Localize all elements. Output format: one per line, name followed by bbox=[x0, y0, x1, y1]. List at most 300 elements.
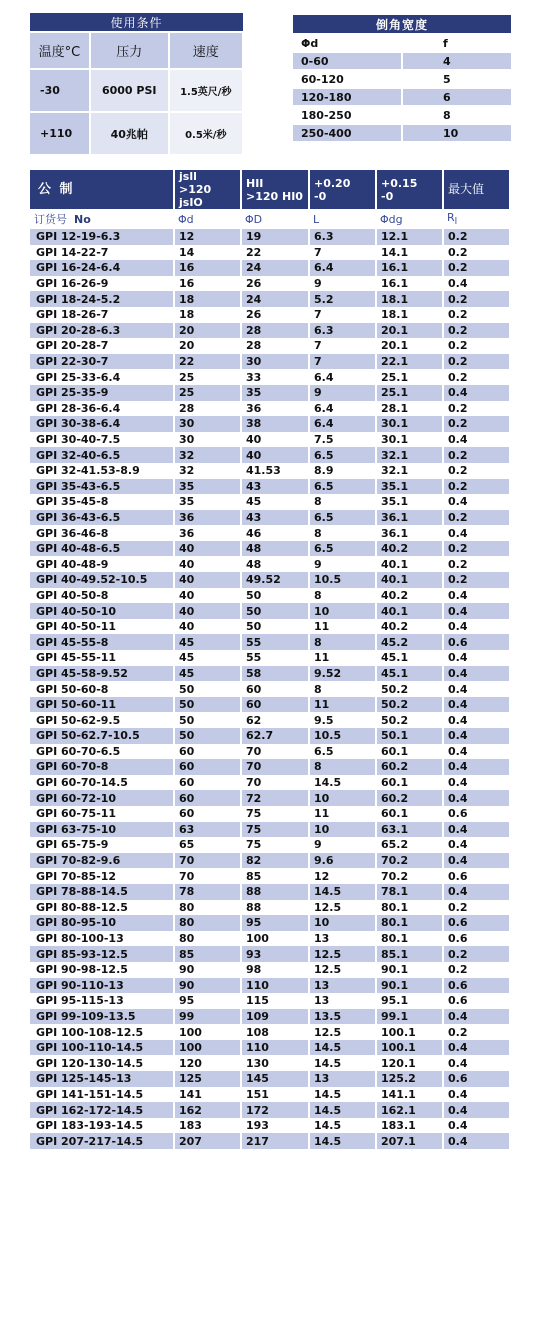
chamfer-f: 4 bbox=[402, 52, 511, 70]
radius-cell: 0.2 bbox=[443, 260, 510, 276]
length-cell: 6.5 bbox=[309, 744, 376, 760]
radius-cell: 0.6 bbox=[443, 634, 510, 650]
groove-diameter-cell: 18.1 bbox=[376, 291, 443, 307]
groove-diameter-cell: 95.1 bbox=[376, 993, 443, 1009]
inner-diameter-cell: 40 bbox=[174, 603, 241, 619]
outer-diameter-cell: 100 bbox=[241, 931, 309, 947]
table-row bbox=[30, 1071, 510, 1087]
inner-diameter-cell: 20 bbox=[174, 323, 241, 339]
outer-diameter-cell: 62.7 bbox=[241, 728, 309, 744]
chamfer-range: 0-60 bbox=[293, 52, 402, 70]
radius-cell: 0.2 bbox=[443, 572, 510, 588]
groove-diameter-cell: 183.1 bbox=[376, 1118, 443, 1134]
part-number-cell: GPI 60-72-10 bbox=[30, 790, 174, 806]
length-cell: 14.5 bbox=[309, 775, 376, 791]
radius-cell: 0.4 bbox=[443, 1087, 510, 1103]
groove-diameter-cell: 60.1 bbox=[376, 775, 443, 791]
part-number-cell: GPI 40-50-8 bbox=[30, 588, 174, 604]
radius-cell: 0.4 bbox=[443, 619, 510, 635]
outer-diameter-cell: 35 bbox=[241, 385, 309, 401]
radius-cell: 0.6 bbox=[443, 868, 510, 884]
table-row bbox=[30, 307, 510, 323]
part-number-cell: GPI 80-100-13 bbox=[30, 931, 174, 947]
groove-diameter-cell: 60.2 bbox=[376, 790, 443, 806]
radius-cell: 0.2 bbox=[443, 307, 510, 323]
groove-diameter-cell: 35.1 bbox=[376, 494, 443, 510]
part-number-cell: GPI 60-75-11 bbox=[30, 806, 174, 822]
length-cell: 7 bbox=[309, 245, 376, 261]
radius-cell: 0.4 bbox=[443, 1055, 510, 1071]
outer-diameter-header: ΦD bbox=[245, 212, 263, 226]
groove-diameter-cell: 45.1 bbox=[376, 666, 443, 682]
metric-header: 公 制 bbox=[30, 170, 174, 209]
part-number-cell: GPI 36-43-6.5 bbox=[30, 510, 174, 526]
chamfer-f: 10 bbox=[402, 124, 511, 141]
order-no-label: No bbox=[74, 213, 91, 226]
inner-diameter-cell: 90 bbox=[174, 962, 241, 978]
radius-cell: 0.4 bbox=[443, 1102, 510, 1118]
groove-diameter-cell: 45.2 bbox=[376, 634, 443, 650]
table-row bbox=[30, 541, 510, 557]
inner-diameter-cell: 36 bbox=[174, 525, 241, 541]
table-row bbox=[30, 759, 510, 775]
table-row bbox=[30, 1009, 510, 1025]
groove-diameter-cell: 22.1 bbox=[376, 354, 443, 370]
outer-diameter-cell: 145 bbox=[241, 1071, 309, 1087]
inner-diameter-cell: 80 bbox=[174, 931, 241, 947]
inner-diameter-cell: 12 bbox=[174, 229, 241, 245]
length-cell: 14.5 bbox=[309, 1040, 376, 1056]
table-row bbox=[30, 666, 510, 682]
inner-diameter-cell: 32 bbox=[174, 463, 241, 479]
radius-cell: 0.2 bbox=[443, 291, 510, 307]
inner-diameter-cell: 141 bbox=[174, 1087, 241, 1103]
part-number-cell: GPI 99-109-13.5 bbox=[30, 1009, 174, 1025]
length-cell: 9.6 bbox=[309, 853, 376, 869]
length-cell: 11 bbox=[309, 806, 376, 822]
inner-diameter-cell: 22 bbox=[174, 354, 241, 370]
part-number-cell: GPI 40-48-6.5 bbox=[30, 541, 174, 557]
length-cell: 14.5 bbox=[309, 1118, 376, 1134]
radius-cell: 0.2 bbox=[443, 229, 510, 245]
table-row bbox=[30, 915, 510, 931]
outer-diameter-cell: 41.53 bbox=[241, 463, 309, 479]
radius-cell: 0.4 bbox=[443, 728, 510, 744]
outer-diameter-cell: 130 bbox=[241, 1055, 309, 1071]
radius-cell: 0.4 bbox=[443, 666, 510, 682]
table-row bbox=[30, 556, 510, 572]
radius-subscript: l bbox=[454, 216, 458, 228]
inner-diameter-cell: 40 bbox=[174, 572, 241, 588]
inner-diameter-cell: 30 bbox=[174, 416, 241, 432]
table-row bbox=[30, 728, 510, 744]
table-row bbox=[30, 946, 510, 962]
length-cell: 11 bbox=[309, 697, 376, 713]
chamfer-range: 180-250 bbox=[293, 106, 402, 124]
inner-diameter-cell: 36 bbox=[174, 510, 241, 526]
length-cell: 8 bbox=[309, 759, 376, 775]
table-row bbox=[30, 1040, 510, 1056]
outer-diameter-cell: 50 bbox=[241, 588, 309, 604]
radius-cell: 0.4 bbox=[443, 385, 510, 401]
outer-diameter-cell: 22 bbox=[241, 245, 309, 261]
length-cell: 9 bbox=[309, 385, 376, 401]
radius-cell: 0.2 bbox=[443, 463, 510, 479]
chamfer-width-title: 倒角宽度 bbox=[293, 14, 511, 34]
groove-diameter-cell: 28.1 bbox=[376, 401, 443, 417]
inner-diameter-cell: 78 bbox=[174, 884, 241, 900]
table-row bbox=[30, 853, 510, 869]
part-number-cell: GPI 78-88-14.5 bbox=[30, 884, 174, 900]
length-cell: 10 bbox=[309, 603, 376, 619]
radius-cell: 0.4 bbox=[443, 1118, 510, 1134]
radius-cell: 0.2 bbox=[443, 962, 510, 978]
outer-diameter-cell: 28 bbox=[241, 323, 309, 339]
inner-diameter-cell: 100 bbox=[174, 1040, 241, 1056]
part-number-cell: GPI 125-145-13 bbox=[30, 1071, 174, 1087]
groove-diameter-cell: 45.1 bbox=[376, 650, 443, 666]
outer-diameter-cell: 60 bbox=[241, 697, 309, 713]
length-cell: 6.5 bbox=[309, 510, 376, 526]
length-cell: 12.5 bbox=[309, 946, 376, 962]
radius-label: R bbox=[447, 210, 455, 224]
radius-cell: 0.4 bbox=[443, 697, 510, 713]
part-number-cell: GPI 100-110-14.5 bbox=[30, 1040, 174, 1056]
table-row bbox=[30, 229, 510, 245]
outer-diameter-cell: 75 bbox=[241, 822, 309, 838]
part-number-cell: GPI 18-24-5.2 bbox=[30, 291, 174, 307]
outer-diameter-cell: 46 bbox=[241, 525, 309, 541]
part-number-cell: GPI 207-217-14.5 bbox=[30, 1133, 174, 1149]
radius-cell: 0.2 bbox=[443, 510, 510, 526]
radius-cell: 0.4 bbox=[443, 712, 510, 728]
table-row bbox=[30, 245, 510, 261]
part-number-cell: GPI 14-22-7 bbox=[30, 245, 174, 261]
groove-diameter-cell: 60.2 bbox=[376, 759, 443, 775]
part-number-cell: GPI 183-193-14.5 bbox=[30, 1118, 174, 1134]
radius-cell: 0.4 bbox=[443, 837, 510, 853]
outer-diameter-cell: 28 bbox=[241, 338, 309, 354]
table-row bbox=[30, 868, 510, 884]
inner-diameter-cell: 18 bbox=[174, 307, 241, 323]
inner-diameter-cell: 50 bbox=[174, 697, 241, 713]
radius-cell: 0.4 bbox=[443, 775, 510, 791]
table-row bbox=[30, 291, 510, 307]
groove-diameter-cell: 16.1 bbox=[376, 260, 443, 276]
length-cell: 13 bbox=[309, 993, 376, 1009]
radius-cell: 0.2 bbox=[443, 369, 510, 385]
radius-cell: 0.2 bbox=[443, 416, 510, 432]
inner-diameter-cell: 60 bbox=[174, 775, 241, 791]
inner-diameter-cell: 60 bbox=[174, 744, 241, 760]
part-number-cell: GPI 18-26-7 bbox=[30, 307, 174, 323]
groove-diameter-cell: 162.1 bbox=[376, 1102, 443, 1118]
inner-diameter-cell: 100 bbox=[174, 1024, 241, 1040]
inner-diameter-header: Φd bbox=[178, 212, 194, 226]
inner-diameter-cell: 45 bbox=[174, 634, 241, 650]
outer-diameter-cell: 26 bbox=[241, 276, 309, 292]
length-cell: 8 bbox=[309, 681, 376, 697]
radius-header bbox=[443, 209, 510, 229]
length-cell: 6.5 bbox=[309, 479, 376, 495]
table-row bbox=[30, 385, 510, 401]
groove-diameter-cell: 40.1 bbox=[376, 556, 443, 572]
outer-diameter-cell: 151 bbox=[241, 1087, 309, 1103]
part-number-cell: GPI 80-88-12.5 bbox=[30, 900, 174, 916]
groove-diameter-cell: 36.1 bbox=[376, 510, 443, 526]
length-cell: 6.5 bbox=[309, 541, 376, 557]
outer-diameter-cell: 98 bbox=[241, 962, 309, 978]
radius-cell: 0.2 bbox=[443, 245, 510, 261]
outer-diameter-cell: 43 bbox=[241, 479, 309, 495]
inner-diameter-cell: 28 bbox=[174, 401, 241, 417]
length-cell: 13 bbox=[309, 978, 376, 994]
table-row bbox=[30, 900, 510, 916]
table-row bbox=[30, 354, 510, 370]
table-row bbox=[30, 1055, 510, 1071]
radius-cell: 0.6 bbox=[443, 915, 510, 931]
length-cell: 10 bbox=[309, 790, 376, 806]
outer-diameter-cell: 48 bbox=[241, 541, 309, 557]
inner-diameter-cell: 25 bbox=[174, 385, 241, 401]
outer-diameter-cell: 19 bbox=[241, 229, 309, 245]
groove-diameter-cell: 65.2 bbox=[376, 837, 443, 853]
radius-cell: 0.4 bbox=[443, 759, 510, 775]
pressure-mpa: 40兆帕 bbox=[90, 112, 169, 154]
outer-diameter-cell: 110 bbox=[241, 1040, 309, 1056]
outer-diameter-cell: 24 bbox=[241, 260, 309, 276]
length-cell: 9 bbox=[309, 556, 376, 572]
radius-cell: 0.2 bbox=[443, 354, 510, 370]
groove-diameter-cell: 50.2 bbox=[376, 681, 443, 697]
length-cell: 12.5 bbox=[309, 900, 376, 916]
table-row bbox=[30, 619, 510, 635]
table-row bbox=[30, 276, 510, 292]
part-number-cell: GPI 50-62.7-10.5 bbox=[30, 728, 174, 744]
outer-diameter-cell: 70 bbox=[241, 744, 309, 760]
radius-cell: 0.4 bbox=[443, 884, 510, 900]
length-cell: 6.4 bbox=[309, 416, 376, 432]
groove-diameter-cell: 32.1 bbox=[376, 463, 443, 479]
inner-diameter-cell: 35 bbox=[174, 479, 241, 495]
inner-diameter-cell: 40 bbox=[174, 619, 241, 635]
outer-diameter-cell: 82 bbox=[241, 853, 309, 869]
length-cell: 6.4 bbox=[309, 260, 376, 276]
part-number-cell: GPI 25-33-6.4 bbox=[30, 369, 174, 385]
radius-cell: 0.6 bbox=[443, 931, 510, 947]
usage-conditions-table bbox=[30, 13, 244, 154]
inner-diameter-cell: 16 bbox=[174, 276, 241, 292]
part-number-cell: GPI 60-70-6.5 bbox=[30, 744, 174, 760]
groove-diameter-cell: 80.1 bbox=[376, 900, 443, 916]
inner-diameter-cell: 18 bbox=[174, 291, 241, 307]
outer-diameter-cell: 58 bbox=[241, 666, 309, 682]
table-row bbox=[30, 323, 510, 339]
radius-cell: 0.2 bbox=[443, 946, 510, 962]
table-row bbox=[30, 993, 510, 1009]
length-cell: 10 bbox=[309, 915, 376, 931]
length-cell: 6.3 bbox=[309, 323, 376, 339]
table-row bbox=[30, 369, 510, 385]
length-cell: 9.5 bbox=[309, 712, 376, 728]
outer-diameter-cell: 38 bbox=[241, 416, 309, 432]
groove-diameter-cell: 50.2 bbox=[376, 712, 443, 728]
order-number-label: 订货号 bbox=[34, 213, 67, 226]
length-cell: 11 bbox=[309, 650, 376, 666]
table-row bbox=[30, 572, 510, 588]
dg-tolerance-header: +0.15 -0 bbox=[376, 170, 443, 209]
groove-diameter-cell: 120.1 bbox=[376, 1055, 443, 1071]
outer-diameter-cell: 40 bbox=[241, 447, 309, 463]
length-cell: 14.5 bbox=[309, 1055, 376, 1071]
outer-diameter-cell: 70 bbox=[241, 775, 309, 791]
outer-diameter-cell: 62 bbox=[241, 712, 309, 728]
groove-diameter-cell: 20.1 bbox=[376, 323, 443, 339]
radius-cell: 0.4 bbox=[443, 276, 510, 292]
inner-diameter-cell: 80 bbox=[174, 900, 241, 916]
radius-cell: 0.6 bbox=[443, 1071, 510, 1087]
pressure-psi: 6000 PSI bbox=[90, 69, 169, 112]
inner-diameter-cell: 90 bbox=[174, 978, 241, 994]
length-cell: 7 bbox=[309, 354, 376, 370]
outer-diameter-cell: 108 bbox=[241, 1024, 309, 1040]
groove-diameter-cell: 80.1 bbox=[376, 931, 443, 947]
inner-diameter-cell: 183 bbox=[174, 1118, 241, 1134]
outer-diameter-cell: 217 bbox=[241, 1133, 309, 1149]
outer-diameter-cell: 70 bbox=[241, 759, 309, 775]
table-row bbox=[30, 978, 510, 994]
inner-diameter-cell: 14 bbox=[174, 245, 241, 261]
outer-diameter-cell: 55 bbox=[241, 650, 309, 666]
outer-diameter-cell: 50 bbox=[241, 619, 309, 635]
part-number-cell: GPI 20-28-6.3 bbox=[30, 323, 174, 339]
table-row bbox=[30, 510, 510, 526]
radius-cell: 0.4 bbox=[443, 432, 510, 448]
inner-diameter-cell: 45 bbox=[174, 666, 241, 682]
part-number-cell: GPI 35-43-6.5 bbox=[30, 479, 174, 495]
temperature-max: +110 bbox=[30, 112, 90, 154]
groove-diameter-cell: 32.1 bbox=[376, 447, 443, 463]
table-row bbox=[30, 603, 510, 619]
table-row bbox=[30, 525, 510, 541]
part-number-cell: GPI 70-82-9.6 bbox=[30, 853, 174, 869]
table-row bbox=[30, 463, 510, 479]
groove-diameter-cell: 25.1 bbox=[376, 369, 443, 385]
part-number-cell: GPI 35-45-8 bbox=[30, 494, 174, 510]
inner-diameter-cell: 25 bbox=[174, 369, 241, 385]
part-number-cell: GPI 162-172-14.5 bbox=[30, 1102, 174, 1118]
groove-diameter-cell: 25.1 bbox=[376, 385, 443, 401]
part-number-cell: GPI 22-30-7 bbox=[30, 354, 174, 370]
part-number-cell: GPI 28-36-6.4 bbox=[30, 401, 174, 417]
length-cell: 12.5 bbox=[309, 1024, 376, 1040]
outer-diameter-cell: 60 bbox=[241, 681, 309, 697]
chamfer-range: 250-400 bbox=[293, 124, 402, 141]
table-row bbox=[30, 744, 510, 760]
part-number-cell: GPI 95-115-13 bbox=[30, 993, 174, 1009]
inner-diameter-cell: 99 bbox=[174, 1009, 241, 1025]
table-row bbox=[30, 260, 510, 276]
radius-cell: 0.4 bbox=[443, 1009, 510, 1025]
groove-diameter-cell: 100.1 bbox=[376, 1040, 443, 1056]
radius-cell: 0.4 bbox=[443, 681, 510, 697]
outer-diameter-cell: 88 bbox=[241, 884, 309, 900]
table-row bbox=[30, 822, 510, 838]
part-number-cell: GPI 50-60-11 bbox=[30, 697, 174, 713]
length-cell: 13 bbox=[309, 1071, 376, 1087]
inner-diameter-cell: 63 bbox=[174, 822, 241, 838]
table-row bbox=[30, 697, 510, 713]
inner-diameter-cell: 60 bbox=[174, 806, 241, 822]
outer-diameter-cell: 85 bbox=[241, 868, 309, 884]
radius-cell: 0.4 bbox=[443, 603, 510, 619]
inner-diameter-cell: 80 bbox=[174, 915, 241, 931]
chamfer-range: 60-120 bbox=[293, 70, 402, 88]
inner-diameter-cell: 45 bbox=[174, 650, 241, 666]
outer-diameter-cell: 49.52 bbox=[241, 572, 309, 588]
inner-diameter-cell: 40 bbox=[174, 588, 241, 604]
length-cell: 7.5 bbox=[309, 432, 376, 448]
table-row bbox=[30, 494, 510, 510]
outer-diameter-cell: 45 bbox=[241, 494, 309, 510]
table-row bbox=[30, 1024, 510, 1040]
length-cell: 6.5 bbox=[309, 447, 376, 463]
outer-diameter-cell: 93 bbox=[241, 946, 309, 962]
inner-diameter-cell: 40 bbox=[174, 556, 241, 572]
table-row bbox=[30, 931, 510, 947]
radius-cell: 0.2 bbox=[443, 541, 510, 557]
table-row bbox=[30, 962, 510, 978]
groove-diameter-cell: 63.1 bbox=[376, 822, 443, 838]
part-number-cell: GPI 32-40-6.5 bbox=[30, 447, 174, 463]
outer-diameter-cell: 115 bbox=[241, 993, 309, 1009]
groove-diameter-cell: 100.1 bbox=[376, 1024, 443, 1040]
groove-diameter-cell: 70.2 bbox=[376, 853, 443, 869]
groove-diameter-cell: 90.1 bbox=[376, 978, 443, 994]
groove-diameter-cell: 40.2 bbox=[376, 588, 443, 604]
outer-diameter-cell: 40 bbox=[241, 432, 309, 448]
temperature-header: 温度°C bbox=[30, 32, 90, 69]
inner-diameter-cell: 162 bbox=[174, 1102, 241, 1118]
outer-diameter-cell: 172 bbox=[241, 1102, 309, 1118]
radius-cell: 0.6 bbox=[443, 806, 510, 822]
part-number-cell: GPI 16-26-9 bbox=[30, 276, 174, 292]
outer-diameter-cell: 88 bbox=[241, 900, 309, 916]
chamfer-range: 120-180 bbox=[293, 88, 402, 106]
length-cell: 12.5 bbox=[309, 962, 376, 978]
part-number-cell: GPI 12-19-6.3 bbox=[30, 229, 174, 245]
groove-diameter-cell: 12.1 bbox=[376, 229, 443, 245]
inner-diameter-cell: 125 bbox=[174, 1071, 241, 1087]
table-row bbox=[30, 634, 510, 650]
part-number-cell: GPI 32-41.53-8.9 bbox=[30, 463, 174, 479]
groove-diameter-cell: 18.1 bbox=[376, 307, 443, 323]
inner-diameter-cell: 70 bbox=[174, 853, 241, 869]
d-tolerance-header: jsll >120 jsIO bbox=[174, 170, 241, 209]
groove-diameter-cell: 207.1 bbox=[376, 1133, 443, 1149]
part-number-cell: GPI 141-151-14.5 bbox=[30, 1087, 174, 1103]
radius-cell: 0.4 bbox=[443, 650, 510, 666]
outer-diameter-cell: 48 bbox=[241, 556, 309, 572]
radius-cell: 0.2 bbox=[443, 479, 510, 495]
length-cell: 8 bbox=[309, 588, 376, 604]
length-cell: 5.2 bbox=[309, 291, 376, 307]
outer-diameter-cell: 72 bbox=[241, 790, 309, 806]
outer-diameter-cell: 24 bbox=[241, 291, 309, 307]
inner-diameter-cell: 16 bbox=[174, 260, 241, 276]
groove-diameter-cell: 125.2 bbox=[376, 1071, 443, 1087]
radius-cell: 0.2 bbox=[443, 556, 510, 572]
